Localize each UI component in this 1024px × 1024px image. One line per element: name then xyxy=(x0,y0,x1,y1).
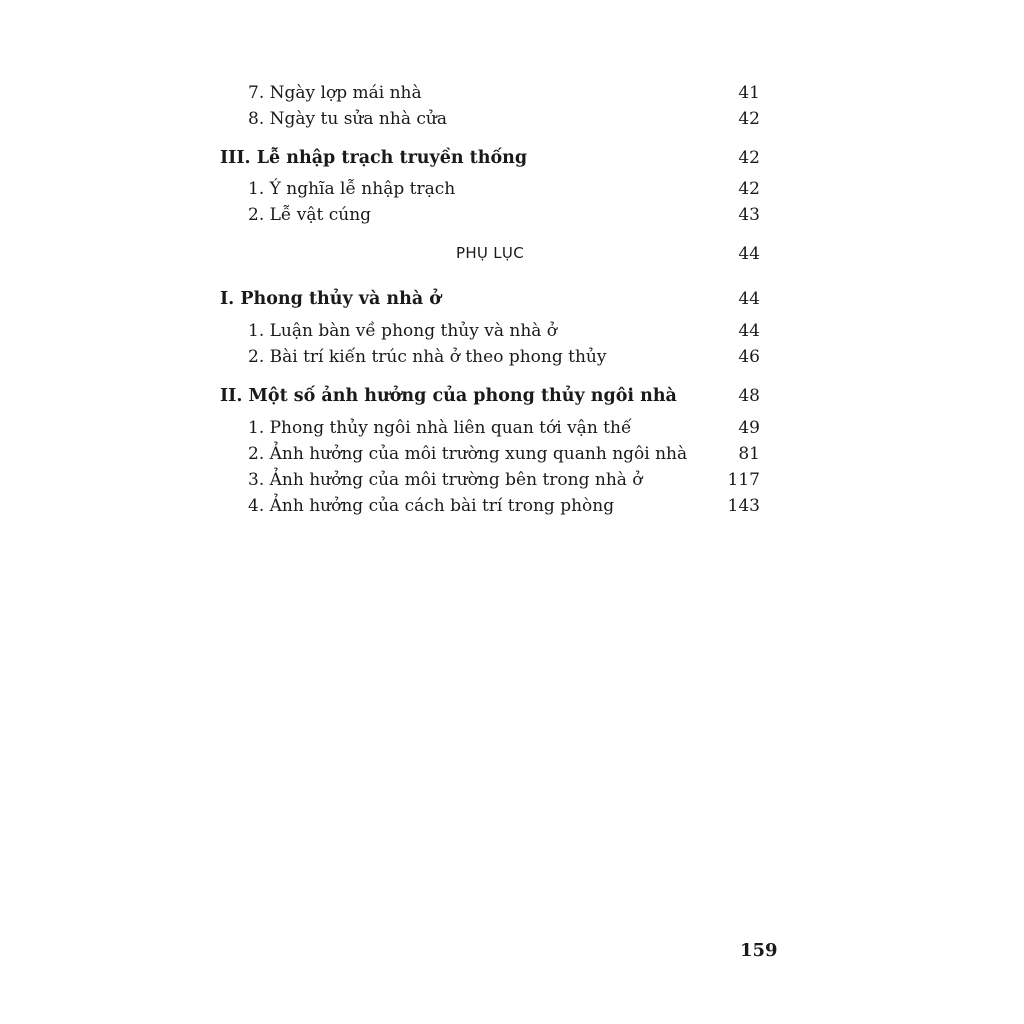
toc-section-heading xyxy=(220,148,760,168)
toc-entry-title: 2. Bài trí kiến trúc nhà ở theo phong thủy xyxy=(248,347,607,367)
toc-entry-page: 43 xyxy=(738,205,760,225)
toc-entry-title: 1. Luận bàn về phong thủy và nhà ở xyxy=(248,321,558,341)
toc-section-heading xyxy=(220,386,760,406)
page-number: 159 xyxy=(740,940,778,961)
toc-entry-title: 2. Lễ vật cúng xyxy=(248,205,372,225)
toc-entry-page: 81 xyxy=(738,444,760,464)
toc-section-page: 44 xyxy=(738,289,760,309)
toc-appendix-heading xyxy=(220,244,760,268)
appendix-title: PHỤ LỤC xyxy=(456,244,524,262)
toc-entry-title: 4. Ảnh hưởng của cách bài trí trong phòng xyxy=(248,496,615,516)
toc-entry-page: 46 xyxy=(738,347,760,367)
toc-section-title: II. Một số ảnh hưởng của phong thủy ngôi nhà xyxy=(220,386,677,406)
toc-entry-title: 1. Phong thủy ngôi nhà liên quan tới vận thế xyxy=(248,418,632,438)
toc-entry xyxy=(248,418,760,438)
toc-entry xyxy=(248,444,760,464)
toc-entry xyxy=(248,205,760,225)
toc-entry-page: 117 xyxy=(727,470,760,490)
toc-entry xyxy=(248,83,760,103)
toc-entry-page: 41 xyxy=(738,83,760,103)
toc-section-page: 42 xyxy=(738,148,760,168)
toc-entry xyxy=(248,470,760,490)
appendix-page: 44 xyxy=(738,244,760,264)
toc-entry-title: 7. Ngày lợp mái nhà xyxy=(248,83,422,103)
toc-entry-title: 3. Ảnh hưởng của môi trường bên trong nhà ở xyxy=(248,470,643,490)
toc-section-title: I. Phong thủy và nhà ở xyxy=(220,289,441,309)
toc-section-page: 48 xyxy=(738,386,760,406)
toc-entry-page: 44 xyxy=(738,321,760,341)
toc-entry-page: 42 xyxy=(738,179,760,199)
toc-entry xyxy=(248,347,760,367)
toc-entry-title: 1. Ý nghĩa lễ nhập trạch xyxy=(248,179,456,199)
toc-entry xyxy=(248,109,760,129)
toc-entry xyxy=(248,179,760,199)
toc-section-title: III. Lễ nhập trạch truyền thống xyxy=(220,148,528,168)
toc-section-heading xyxy=(220,289,760,309)
toc-entry-page: 49 xyxy=(738,418,760,438)
toc-entry-page: 42 xyxy=(738,109,760,129)
toc-entry-title: 2. Ảnh hưởng của môi trường xung quanh ngôi nhà xyxy=(248,444,688,464)
toc-entry xyxy=(248,496,760,516)
toc-entry-title: 8. Ngày tu sửa nhà cửa xyxy=(248,109,447,129)
toc-entry xyxy=(248,321,760,341)
toc-entry-page: 143 xyxy=(727,496,760,516)
